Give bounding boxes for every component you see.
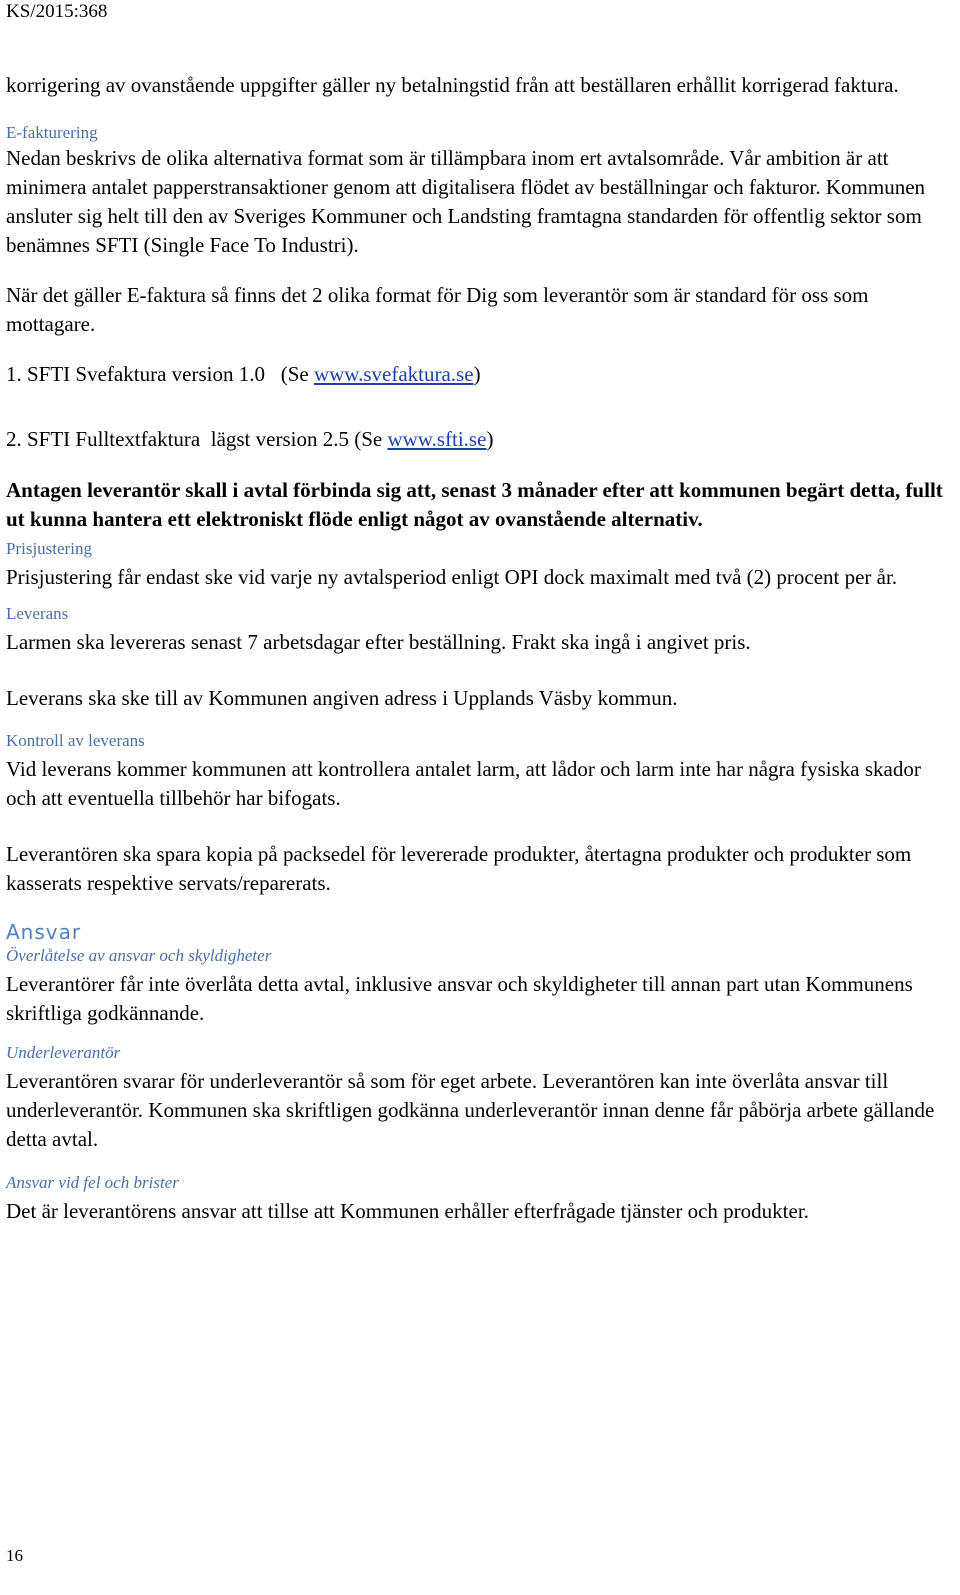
kontroll-paragraph-2: Leverantören ska spara kopia på packsedel för levererade produkter, återtagna produkter och produkter som kasserats respektive servats/reparerats. bbox=[6, 842, 912, 895]
format-item-1-end: ) bbox=[473, 362, 481, 386]
ansvar-section-title: Ansvar bbox=[6, 920, 82, 944]
leverans-paragraph-1: Larmen ska levereras senast 7 arbetsdagar efter beställning. Frakt ska ingå i angivet pris. bbox=[6, 630, 751, 654]
format-item-2-end: ) bbox=[486, 427, 494, 451]
kontroll-paragraph-1: Vid leverans kommer kommunen att kontrollera antalet larm, att lådor och larm inte har några fysiska skador och att eventuella tillbehör har bifogats. bbox=[6, 757, 921, 810]
document-id: KS/2015:368 bbox=[6, 1, 108, 22]
kontroll-heading: Kontroll av leverans bbox=[6, 731, 145, 750]
format-item-1-text: 1. SFTI Svefaktura version 1.0 (Se bbox=[6, 362, 314, 386]
underleverantor-heading: Underleverantör bbox=[6, 1043, 121, 1062]
leverans-paragraph-2: Leverans ska ske till av Kommunen angiven adress i Upplands Väsby kommun. bbox=[6, 686, 678, 710]
leverans-heading: Leverans bbox=[6, 604, 69, 623]
svefaktura-link[interactable]: www.svefaktura.se bbox=[313, 362, 474, 386]
format-item-2 bbox=[6, 425, 950, 454]
efakturering-heading: E-fakturering bbox=[6, 123, 98, 142]
overlatelse-paragraph: Leverantörer får inte överlåta detta avtal, inklusive ansvar och skyldigheter till annan part utan Kommunens skriftliga godkännande. bbox=[6, 972, 913, 1025]
format-item-2-text: 2. SFTI Fulltextfaktura lägst version 2.5 (Se bbox=[6, 427, 388, 451]
overlatelse-heading: Överlåtelse av ansvar och skyldigheter bbox=[6, 946, 272, 965]
document-content bbox=[6, 71, 950, 1226]
efakturering-paragraph-1: Nedan beskrivs de olika alternativa format som är tillämpbara inom ert avtalsområde. Vår ambition är att minimera antalet papperstransaktioner genom att digitalisera flödet av beställningar och fakturor. Kommunen ansluter sig helt till den av Sveriges Kommuner och Landsting framtagna standarden för offentlig sektor som benämnes SFTI (Single Face To Industri). bbox=[6, 146, 926, 257]
fel-och-brister-paragraph: Det är leverantörens ansvar att tillse att Kommunen erhåller efterfrågade tjänster och produkter. bbox=[6, 1199, 809, 1223]
fel-och-brister-heading: Ansvar vid fel och brister bbox=[6, 1173, 179, 1192]
underleverantor-paragraph: Leverantören svarar för underleverantör så som för eget arbete. Leverantören kan inte överlåta ansvar till underleverantör. Kommunen ska skriftligen godkänna underleverantör innan denne får påbörja arbete gällande detta avtal. bbox=[6, 1069, 935, 1151]
page-number: 16 bbox=[6, 1546, 23, 1565]
intro-paragraph: korrigering av ovanstående uppgifter gäller ny betalningstid från att beställaren erhållit korrigerad faktura. bbox=[6, 73, 899, 97]
sfti-link[interactable]: www.sfti.se bbox=[387, 427, 487, 451]
efakturering-paragraph-2: När det gäller E-faktura så finns det 2 olika format för Dig som leverantör som är standard för oss som mottagare. bbox=[6, 283, 869, 336]
efakturering-requirement: Antagen leverantör skall i avtal förbinda sig att, senast 3 månader efter att kommunen begärt detta, fullt ut kunna hantera ett elektroniskt flöde enligt något av ovanstående alternativ. bbox=[6, 478, 943, 531]
prisjustering-heading: Prisjustering bbox=[6, 539, 92, 558]
format-item-1 bbox=[6, 360, 950, 389]
prisjustering-paragraph: Prisjustering får endast ske vid varje ny avtalsperiod enligt OPI dock maximalt med två (2) procent per år. bbox=[6, 565, 898, 589]
